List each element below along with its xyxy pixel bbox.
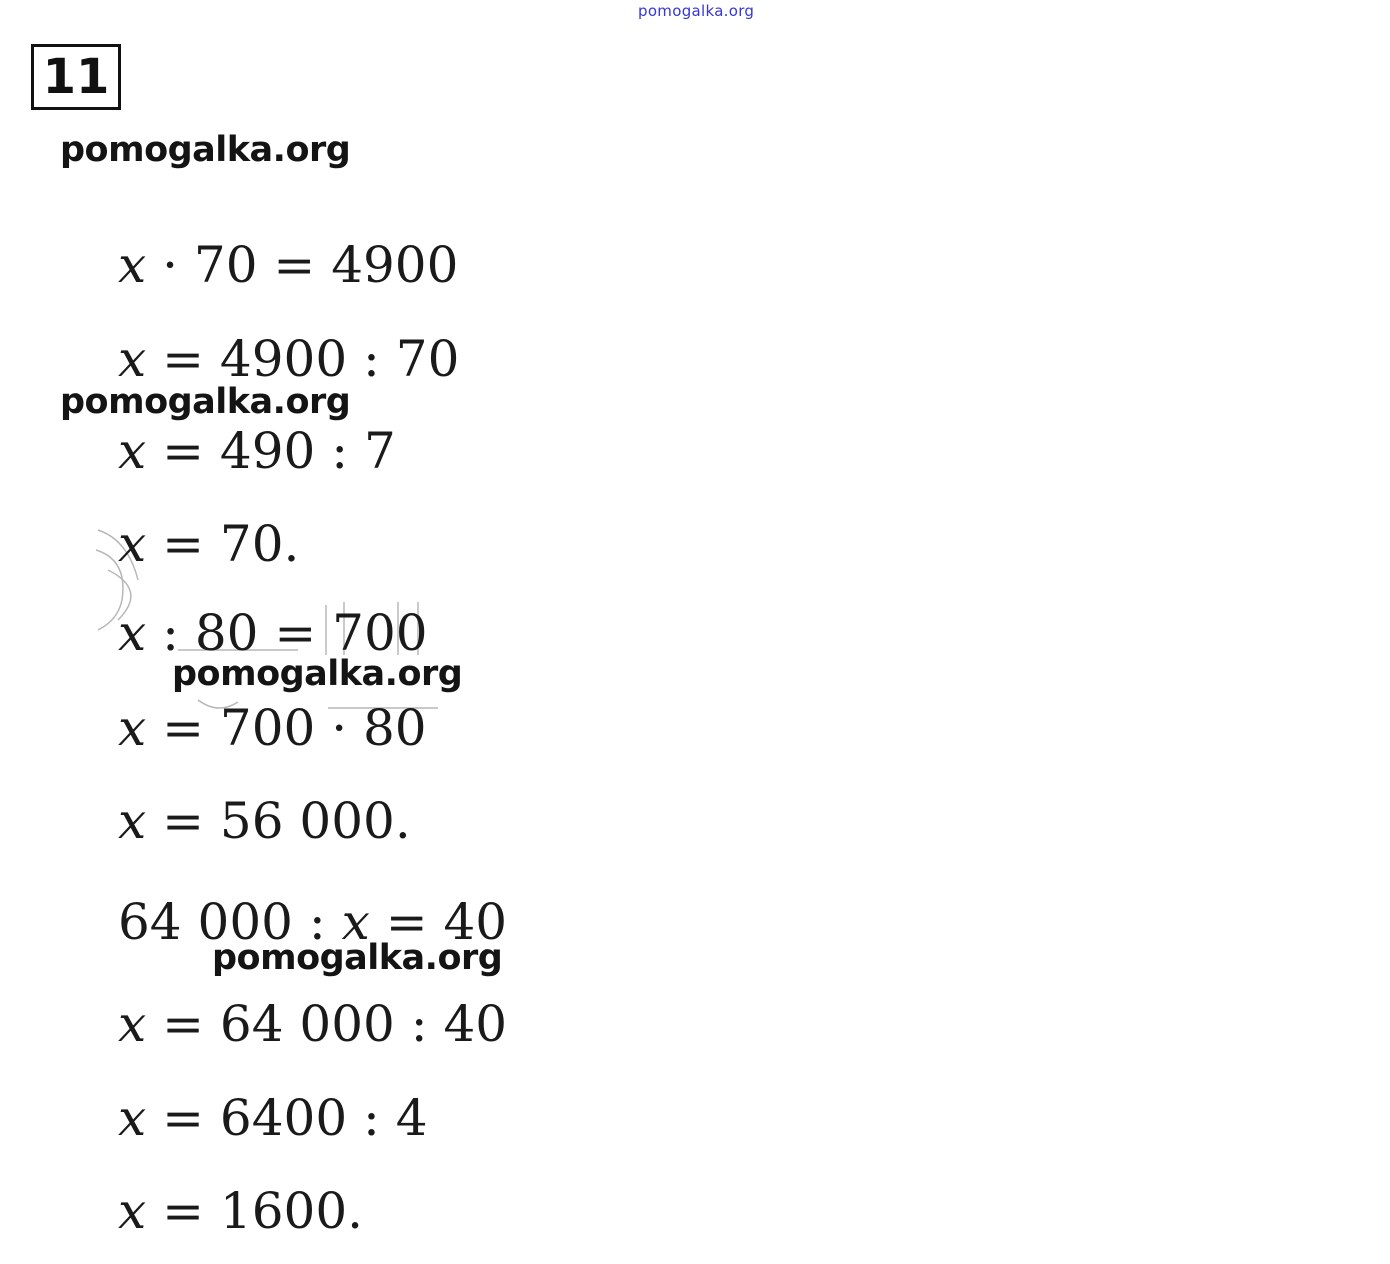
equation-line: x = 6400 : 4 xyxy=(118,1089,428,1147)
equation-line: x : 80 = 700 xyxy=(118,604,428,662)
task-number-box xyxy=(31,44,121,110)
equation-line: x = 700 · 80 xyxy=(118,699,427,757)
equation-line: x = 56 000. xyxy=(118,792,411,850)
watermark-text: pomogalka.org xyxy=(60,130,351,170)
watermark-text: pomogalka.org xyxy=(172,654,463,694)
equation-line: x = 64 000 : 40 xyxy=(118,995,508,1053)
watermark-text: pomogalka.org xyxy=(212,938,503,978)
equation-line: x = 70. xyxy=(118,515,300,573)
equation-line: x = 1600. xyxy=(118,1182,364,1240)
site-link[interactable]: pomogalka.org xyxy=(638,2,755,20)
watermark-text: pomogalka.org xyxy=(60,382,351,422)
equation-line: x = 4900 : 70 xyxy=(118,330,460,388)
equation-line: 64 000 : x = 40 xyxy=(118,893,508,951)
equation-line: x = 490 : 7 xyxy=(118,422,396,480)
task-number: 11 xyxy=(42,49,110,105)
equation-line: x · 70 = 4900 xyxy=(118,236,459,294)
